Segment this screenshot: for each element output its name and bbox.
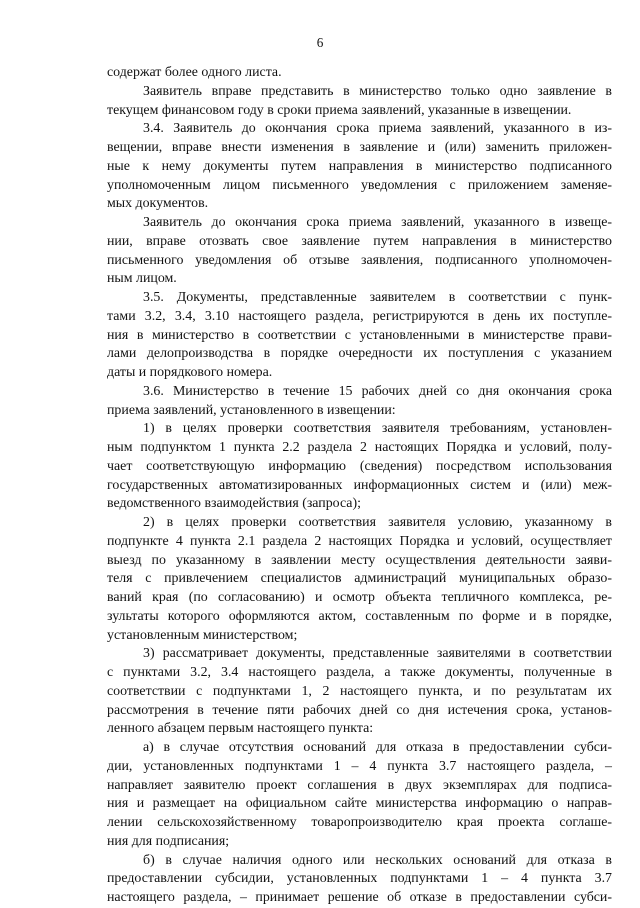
text-line: мых документов. [107,196,209,212]
text-line: направляет заявителю проект соглашения в двух экземплярах для подписа- [107,777,612,793]
text-line: соответствии с подпунктами 1, 2 настоящего пункта, и по результатам их [107,683,612,699]
text-line: предоставлении субсидии, установленных подпунктами 1 – 4 пункта 3.7 [107,871,612,887]
text-line: ния в министерство в соответствии с установленными в министерстве прави- [107,327,612,343]
text-line: государственных автоматизированных информационных систем и (или) меж- [107,477,612,493]
text-line: с пунктами 3.2, 3.4 настоящего раздела, а также документы, полученные в [107,665,612,680]
text-line: чает соответствующую информацию (сведения) посредством использования [107,458,612,474]
text-line: даты и порядкового номера. [107,365,273,380]
text-line: 3.5. Документы, представленные заявителем в соответствии с пунк- [143,290,612,305]
text-line: ным лицом. [107,271,177,287]
text-line: ния и размещает на официальном сайте министерства информацию о направ- [107,796,612,812]
text-line: Заявитель вправе представить в министерство только одно заявление в [143,83,612,99]
text-line: лении сельскохозяйственному товаропроизводителю края проекта соглаше- [107,815,612,830]
text-line: рассмотрения в течение пяти рабочих дней со дня истечения срока, установ- [107,702,612,718]
text-line: письменного уведомления об отзыве заявления, подписанного уполномочен- [107,252,612,268]
text-line: тами 3.2, 3.4, 3.10 настоящего раздела, регистрируются в день их поступле- [107,308,612,324]
text-line: выезд по указанному в заявлении месту осуществления деятельности заяви- [107,552,612,568]
text-line: уполномоченным лицом письменного уведомления с приложением заменяе- [107,177,612,193]
text-line: подпункте 4 пункта 2.1 раздела 2 настоящих Порядка и условий, осуществляет [107,533,612,549]
page-number: 6 [316,35,324,50]
text-line: ные к нему документы путем направления в министерство подписанного [107,158,612,174]
text-line: 2) в целях проверки соответствия заявителя условию, указанному в [143,515,612,530]
text-line: вещении, вправе внести изменения в заявление и (или) заменить приложен- [107,140,612,155]
text-line: ваний края (по согласованию) и осмотр объекта тепличного комплекса, ре- [107,590,612,605]
text-line: Заявитель до окончания срока приема заявлений, указанного в извеще- [143,215,612,230]
text-line: 3.4. Заявитель до окончания срока приема заявлений, указанного в из- [143,121,612,137]
text-line: 1) в целях проверки соответствия заявителя требованиям, установлен- [143,421,612,437]
text-line: 3) рассматривает документы, представленные заявителями в соответствии [143,646,612,662]
text-line: ным подпунктом 1 пункта 2.2 раздела 2 настоящих Порядка и условий, полу- [107,440,612,455]
text-line: ния для подписания; [107,833,230,849]
text-line: а) в случае отсутствия оснований для отказа в предоставлении субси- [143,740,612,755]
text-line: б) в случае наличия одного или нескольких оснований для отказа в [143,852,612,868]
text-line: ленного абзацем первым настоящего пункта: [107,721,374,737]
text-line: теля с привлечением специалистов администраций муниципальных образо- [107,571,612,587]
text-line: текущем финансовом году в сроки приема заявлений, указанные в извещении. [107,102,572,118]
text-line: содержат более одного листа. [107,65,282,80]
text-line: дии, установленных подпунктами 1 – 4 пункта 3.7 настоящего раздела, – [107,758,612,774]
text-line: зультаты которого оформляются актом, составленным по форме и в порядке, [107,608,612,624]
text-line: установленным министерством; [107,627,298,643]
text-line: настоящего раздела, – принимает решение об отказе в предоставлении субси- [107,890,612,905]
text-line: лами делопроизводства в порядке очередности их поступления с указанием [107,346,612,362]
text-line: 3.6. Министерство в течение 15 рабочих дней со дня окончания срока [143,383,612,399]
text-line: ведомственного взаимодействия (запроса); [107,496,361,512]
text-line: нии, вправе отозвать свое заявление путем направления в министерство [107,233,612,249]
body-text [107,64,612,908]
text-line: приема заявлений, установленного в извещении: [107,402,396,418]
